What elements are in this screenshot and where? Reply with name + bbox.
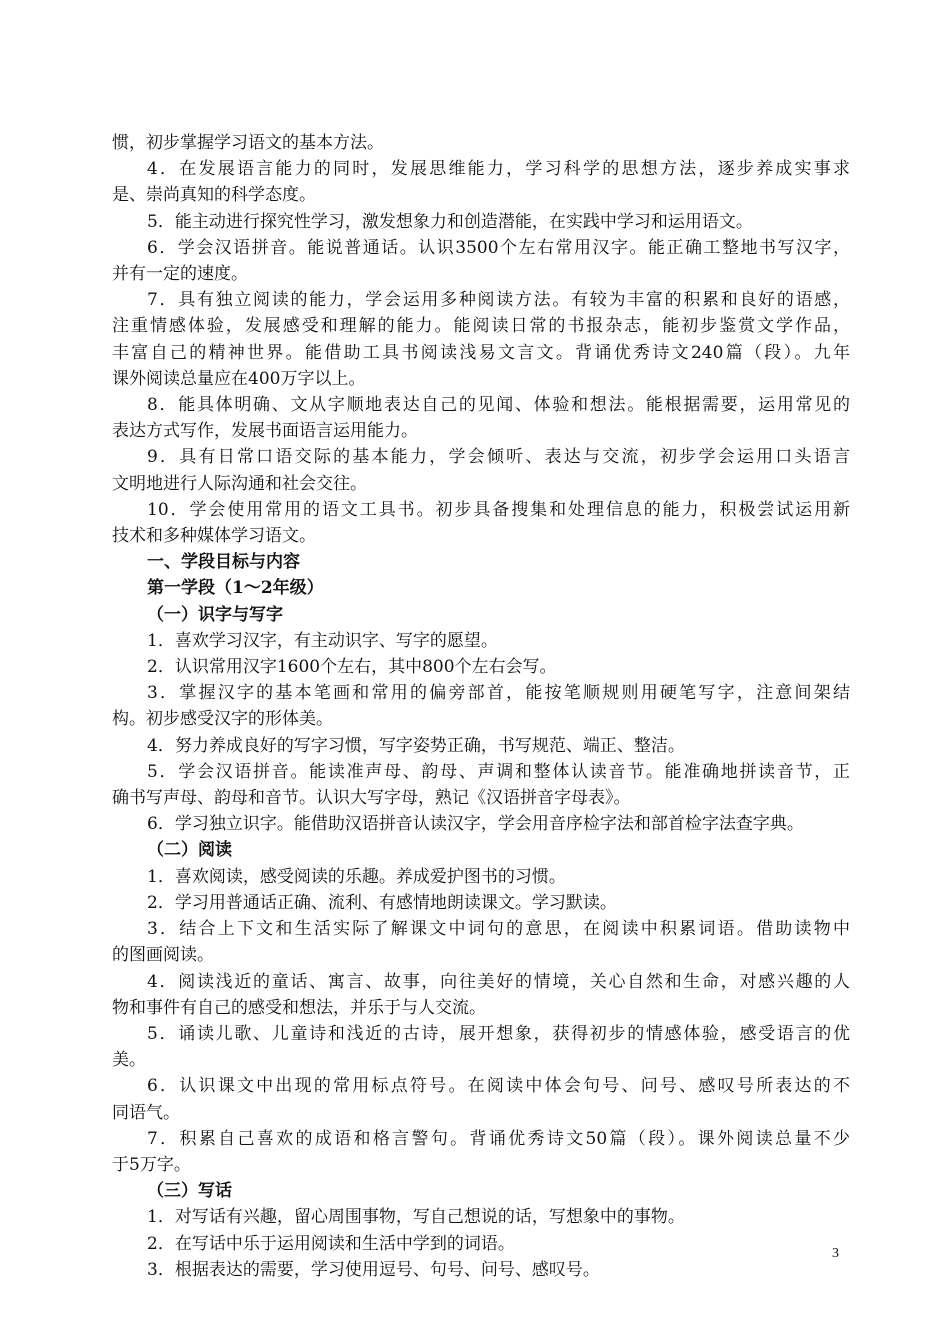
text-line: 构。初步感受汉字的形体美。: [112, 709, 333, 730]
section-heading: 第一学段（1～2年级）: [147, 578, 324, 599]
text-line: 1．对写话有兴趣，留心周围事物，写自己想说的话，写想象中的事物。: [147, 1207, 685, 1228]
text-line: 物和事件有自己的感受和想法，并乐于与人交流。: [112, 997, 486, 1018]
text-line: 4．努力养成良好的写字习惯，写字姿势正确，书写规范、端正、整洁。: [147, 735, 685, 756]
text-line: 1．喜欢阅读，感受阅读的乐趣。养成爱护图书的习惯。: [147, 866, 566, 887]
text-line: 5．学会汉语拼音。能读准声母、韵母、声调和整体认读音节。能准确地拼读音节，正: [147, 761, 850, 782]
text-line: 5．能主动进行探究性学习，激发想象力和创造潜能，在实践中学习和运用语文。: [147, 211, 753, 232]
text-line: 的图画阅读。: [112, 945, 214, 966]
text-line: 技术和多种媒体学习语文。: [112, 526, 316, 547]
text-line: 并有一定的速度。: [112, 264, 248, 285]
text-line: 1．喜欢学习汉字，有主动识字、写字的愿望。: [147, 630, 498, 651]
text-line: 于5万字。: [112, 1154, 191, 1175]
text-line: 5．诵读儿歌、儿童诗和浅近的古诗，展开想象，获得初步的情感体验，感受语言的优: [147, 1023, 850, 1044]
section-heading: 一、学段目标与内容: [147, 552, 300, 573]
text-line: 3．掌握汉字的基本笔画和常用的偏旁部首，能按笔顺规则用硬笔写字，注意间架结: [147, 683, 850, 704]
text-line: 表达方式写作，发展书面语言运用能力。: [112, 421, 418, 442]
text-line: 7．积累自己喜欢的成语和格言警句。背诵优秀诗文50篇（段）。课外阅读总量不少: [147, 1128, 850, 1149]
text-line: 10．学会使用常用的语文工具书。初步具备搜集和处理信息的能力，积极尝试运用新: [147, 499, 850, 520]
page-number: 3: [832, 1246, 839, 1261]
text-line: 7．具有独立阅读的能力，学会运用多种阅读方法。有较为丰富的积累和良好的语感，: [147, 290, 850, 311]
text-line: 注重情感体验，发展感受和理解的能力。能阅读日常的书报杂志，能初步鉴赏文学作品，: [112, 316, 850, 337]
text-line: 同语气。: [112, 1102, 180, 1123]
section-heading: （一）识字与写字: [147, 604, 283, 625]
text-line: 确书写声母、韵母和音节。认识大写字母，熟记《汉语拼音字母表》。: [112, 788, 631, 809]
text-line: 丰富自己的精神世界。能借助工具书阅读浅易文言文。背诵优秀诗文240篇（段）。九年: [112, 342, 850, 363]
document-body: [112, 130, 850, 1283]
text-line: 3．根据表达的需要，学习使用逗号、句号、问号、感叹号。: [147, 1259, 600, 1280]
text-line: 9．具有日常口语交际的基本能力，学会倾听、表达与交流，初步学会运用口头语言: [147, 447, 850, 468]
section-heading: （三）写话: [147, 1181, 232, 1202]
text-line: 惯，初步掌握学习语文的基本方法。: [112, 133, 384, 153]
text-line: 文明地进行人际沟通和社会交往。: [112, 473, 367, 494]
text-line: 2．学习用普通话正确、流利、有感情地朗读课文。学习默读。: [147, 892, 617, 913]
text-line: 6．学会汉语拼音。能说普通话。认识3500个左右常用汉字。能正确工整地书写汉字，: [147, 237, 850, 258]
text-line: 是、崇尚真知的科学态度。: [112, 185, 316, 206]
section-heading: （二）阅读: [147, 840, 232, 861]
text-line: 2．认识常用汉字1600个左右，其中800个左右会写。: [147, 657, 557, 678]
text-line: 4．在发展语言能力的同时，发展思维能力，学习科学的思想方法，逐步养成实事求: [147, 159, 850, 180]
text-line: 2．在写话中乐于运用阅读和生活中学到的词语。: [147, 1233, 515, 1254]
text-line: 6．学习独立识字。能借助汉语拼音认读汉字，学会用音序检字法和部首检字法查字典。: [147, 814, 804, 835]
text-line: 4．阅读浅近的童话、寓言、故事，向往美好的情境，关心自然和生命，对感兴趣的人: [147, 971, 850, 992]
text-line: 6．认识课文中出现的常用标点符号。在阅读中体会句号、问号、感叹号所表达的不: [147, 1076, 850, 1097]
text-line: 课外阅读总量应在400万字以上。: [112, 368, 366, 389]
text-line: 8．能具体明确、文从字顺地表达自己的见闻、体验和想法。能根据需要，运用常见的: [147, 395, 850, 416]
text-line: 美。: [112, 1050, 146, 1071]
text-line: 3．结合上下文和生活实际了解课文中词句的意思，在阅读中积累词语。借助读物中: [147, 919, 850, 940]
